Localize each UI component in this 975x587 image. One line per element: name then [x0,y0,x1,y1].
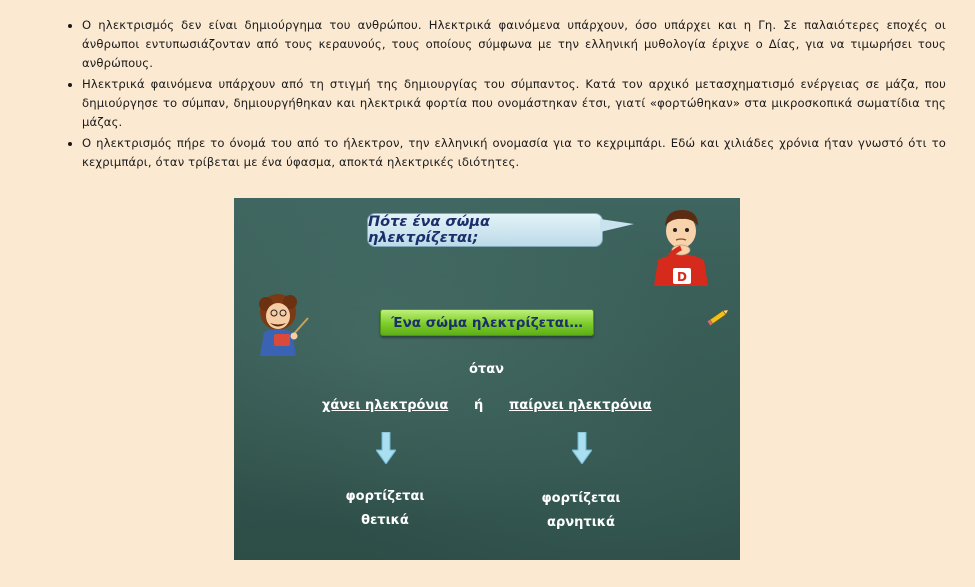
chalkboard-slide-image [234,198,740,560]
positive-line-1: φορτίζεται [345,489,425,504]
bullet-item: • Ο ηλεκτρισμός δεν είναι δημιούργημα του ανθρώπου. Ηλεκτρικά φαινόμενα υπάρχουν, όσο υπάρχει και η Γη. Σε παλαιότερες εποχές οι άνθρωποι εντυπωσιάζονταν από τους κεραυνούς, τους οποίους σύμφωνα με την ελληνική μυθολογία έριχνε ο Δίας, για να τιμωρήσει τους ανθρώπους. [82,16,946,73]
thinking-boy-illustration [648,204,714,286]
when-label: όταν [469,362,505,377]
negative-line-1: φορτίζεται [541,491,621,506]
positive-line-2: θετικά [361,513,409,528]
question-text: Πότε ένα σώμα ηλεκτρίζεται; [368,214,490,246]
electrification-title-button [380,309,594,336]
loses-electrons-label: χάνει ηλεκτρόνια [322,398,449,413]
bullet-item: • Ηλεκτρικά φαινόμενα υπάρχουν από τη στιγμή της δημιουργίας του σύμπαντος. Κατά τον αρχικό μετασχηματισμό ενέργειας σε μάζα, που δημιούργησε το σύμπαν, δημιουργήθηκαν και ηλεκτρικά φορτία που ονομάστηκαν έτσι, γιατί «φορτώθηκαν» στα μικροσκοπικά σωματίδια της μάζας. [82,75,946,132]
intro-bullet-list [62,16,946,174]
question-speech-bubble [367,213,603,247]
bullet-item: • Ο ηλεκτρισμός πήρε το όνομά του από το ήλεκτρον, την ελληνική ονομασία για το κεχριμπάρι. Εδώ και χιλιάδες χρόνια ήταν γνωστό ότι το κεχριμπάρι, όταν τρίβεται με ένα ύφασμα, αποκτά ηλεκτρικές ιδιότητες. [82,134,946,172]
or-label: ή [474,398,484,413]
teacher-illustration [254,292,318,356]
speech-bubble-tail [600,219,634,232]
negative-charge-label [526,487,636,535]
down-arrow-left [376,432,396,464]
button-label: Ένα σώμα ηλεκτρίζεται… [391,314,583,331]
shirt-letter: D [677,270,687,284]
pencil-icon [706,306,732,328]
down-arrow-right [572,432,592,464]
negative-line-2: αρνητικά [547,515,615,530]
positive-charge-label [330,485,440,533]
gains-electrons-label: παίρνει ηλεκτρόνια [509,398,652,413]
